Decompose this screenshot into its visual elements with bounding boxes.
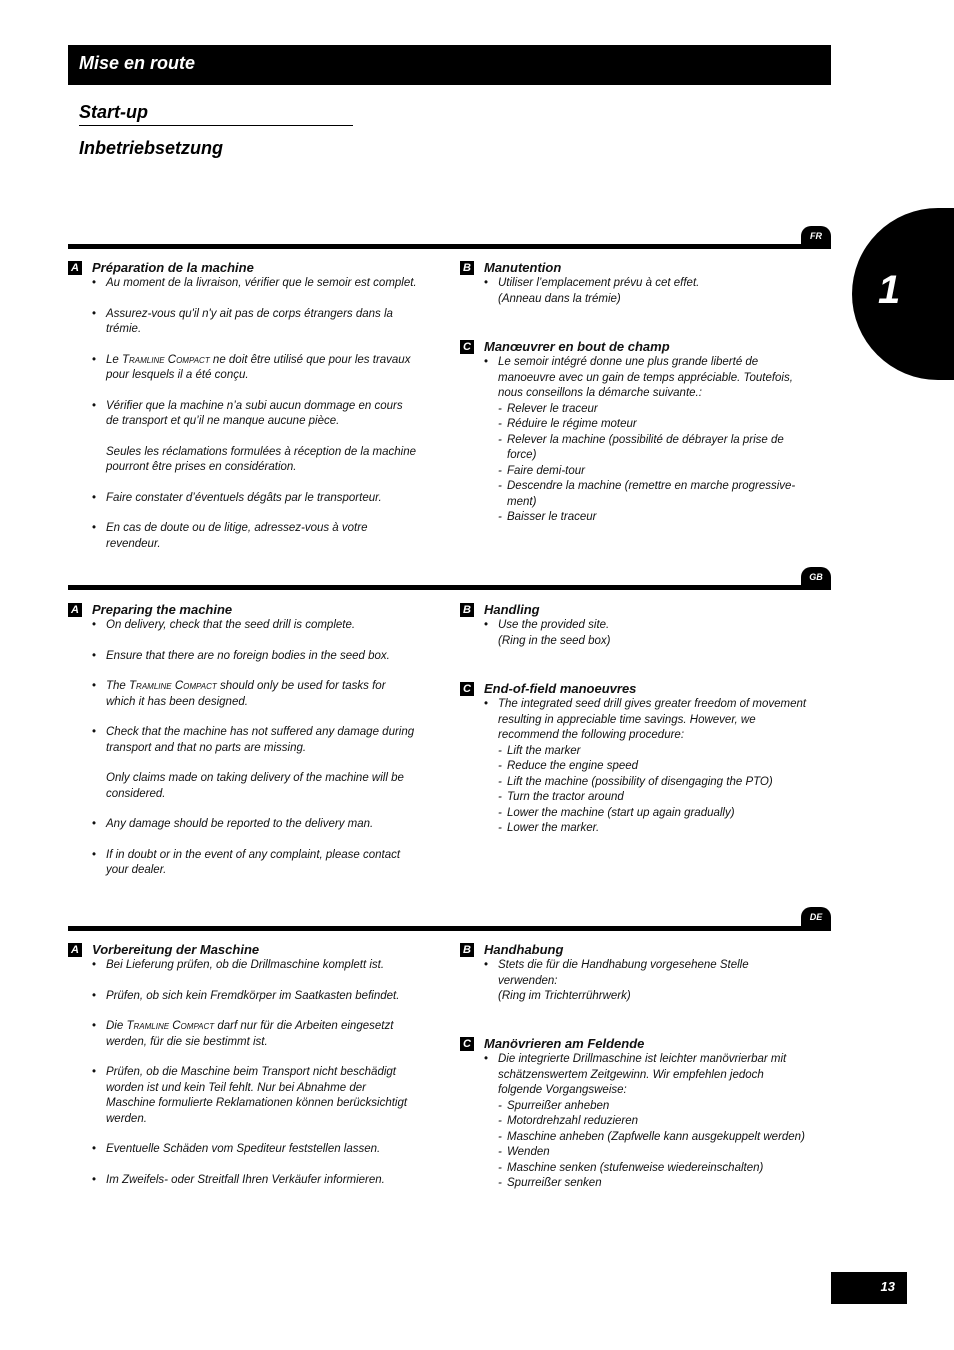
list-item: • Le semoir intégré donne une plus grande liberté de manoeuvre avec un gain de temps appréciable. Toutefois, nous conseillons la démarche suivante.: xyxy=(484,355,810,402)
step-item: - Faire demi-tour xyxy=(498,464,810,480)
list-item: • Use the provided site. xyxy=(484,618,810,634)
list-item: • Bei Lieferung prüfen, ob die Drillmaschine komplett ist. xyxy=(92,958,418,974)
section-title: Manœuvrer en bout de champ xyxy=(484,339,670,354)
lang-badge-fr: FR xyxy=(801,226,831,246)
chapter-tab xyxy=(852,208,954,380)
fr-section-b xyxy=(460,260,810,307)
text: ne doit être utilisé que pour les travaux pour lesquels il a été conçu. xyxy=(106,353,411,381)
step-list xyxy=(484,402,810,526)
text: The xyxy=(106,680,126,692)
gb-section-b xyxy=(460,602,810,649)
step-item: - Lower the machine (start up again gradually) xyxy=(498,806,810,822)
step-list xyxy=(484,744,810,837)
section-letter: C xyxy=(460,1037,474,1051)
step-item: - Maschine anheben (Zapfwelle kann ausgekuppelt werden) xyxy=(498,1130,810,1146)
list-item-note: (Ring im Trichterrührwerk) xyxy=(498,990,631,1002)
list-item: • The integrated seed drill gives greater freedom of movement resulting in appreciable time savings. However, we recommend the following procedure: xyxy=(484,697,810,744)
section-title: Manövrieren am Feldende xyxy=(484,1036,645,1051)
list-item: • Prüfen, ob die Maschine beim Transport nicht beschädigt worden ist und kein Teil fehlt. Nur bei Abnahme der Maschine formulierte Reklamationen können berücksichtigt werden. xyxy=(92,1065,418,1127)
section-title: Handhabung xyxy=(484,942,564,957)
list-item: • Ensure that there are no foreign bodies in the seed box. xyxy=(92,649,418,665)
section-letter: A xyxy=(68,261,82,275)
section-title: Manutention xyxy=(484,260,562,275)
section-header xyxy=(460,339,810,355)
subtitle-de: Inbetriebsetzung xyxy=(79,138,224,158)
subtitle-rule xyxy=(79,125,353,126)
step-item: - Lift the machine (possibility of disengaging the PTO) xyxy=(498,775,810,791)
list-item: • If in doubt or in the event of any complaint, please contact your dealer. xyxy=(92,848,418,879)
subtitle-en: Start-up xyxy=(79,102,148,122)
step-item: - Turn the tractor around xyxy=(498,790,810,806)
list-item: • Any damage should be reported to the delivery man. xyxy=(92,817,418,833)
text: Le xyxy=(106,353,119,366)
section-letter: C xyxy=(460,340,474,354)
gb-section-c xyxy=(460,681,810,837)
step-item: - Descendre la machine (remettre en marche progressive-ment) xyxy=(498,479,810,510)
section-title: Handling xyxy=(484,602,540,617)
fr-section-c xyxy=(460,339,810,526)
section-letter: A xyxy=(68,943,82,957)
list-item-continuation: Seules les réclamations formulées à réception de la machine pourront être prises en considération. xyxy=(106,445,417,473)
de-section-c xyxy=(460,1036,810,1192)
list-item-continuation: Only claims made on taking delivery of the machine will be considered. xyxy=(106,772,404,800)
text: Die xyxy=(106,1020,124,1032)
step-item: - Maschine senken (stufenweise wiedereinschalten) xyxy=(498,1161,810,1177)
text: should only be used for tasks for which it has been designed. xyxy=(106,680,386,708)
product-name: Tramline Compact xyxy=(122,353,210,366)
section-letter: B xyxy=(460,261,474,275)
section-rule-gb xyxy=(68,585,831,590)
section-header xyxy=(68,260,418,276)
product-name: Tramline Compact xyxy=(129,680,217,692)
page-number-box xyxy=(831,1272,907,1304)
lang-badge-gb: GB xyxy=(801,567,831,587)
list-item: • Assurez-vous qu'il n'y ait pas de corps étrangers dans la trémie. xyxy=(92,307,418,338)
fr-section-a xyxy=(68,260,418,567)
page-number: 13 xyxy=(880,1279,895,1294)
step-item: - Relever la machine (possibilité de débrayer la prise de force) xyxy=(498,433,810,464)
section-header xyxy=(68,942,418,958)
text: darf nur für die Arbeiten eingesetzt werden, für die sie bestimmt ist. xyxy=(106,1020,394,1048)
list-item: • Prüfen, ob sich kein Fremdkörper im Saatkasten befindet. xyxy=(92,989,418,1005)
section-letter: C xyxy=(460,682,474,696)
list-item: • Au moment de la livraison, vérifier que le semoir est complet. xyxy=(92,276,418,292)
list-item xyxy=(92,353,418,384)
list-item xyxy=(92,679,418,710)
list-item-note: (Anneau dans la trémie) xyxy=(498,292,621,305)
list-item: • Eventuelle Schäden vom Spediteur feststellen lassen. xyxy=(92,1142,418,1158)
step-item: - Motordrehzahl reduzieren xyxy=(498,1114,810,1130)
list-item: • Die integrierte Drillmaschine ist leichter manövrierbar mit schätzenswertem Zeitgewinn. Wir empfehlen jedoch folgende Vorgangsweise: xyxy=(484,1052,810,1099)
chapter-number: 1 xyxy=(878,268,901,312)
product-name: Tramline Compact xyxy=(126,1020,215,1032)
step-item: - Spurreißer anheben xyxy=(498,1099,810,1115)
page-title: Mise en route xyxy=(79,53,196,73)
step-item: - Baisser le traceur xyxy=(498,510,810,526)
step-list xyxy=(484,1099,810,1192)
section-header xyxy=(460,602,810,618)
section-header xyxy=(460,1036,810,1052)
list-item: • Im Zweifels- oder Streitfall Ihren Verkäufer informieren. xyxy=(92,1173,418,1189)
list-item: • Faire constater d’éventuels dégâts par le transporteur. xyxy=(92,491,418,507)
list-item: • Vérifier que la machine n’a subi aucun dommage en cours de transport et qu’il ne manque aucune pièce. xyxy=(92,399,418,430)
section-title: Vorbereitung der Maschine xyxy=(92,942,260,957)
section-header xyxy=(68,602,418,618)
section-header xyxy=(460,681,810,697)
title-bar xyxy=(68,45,831,85)
section-header xyxy=(460,942,810,958)
list-item-note: (Ring in the seed box) xyxy=(498,634,611,647)
list-item xyxy=(92,1019,418,1050)
gb-section-a xyxy=(68,602,418,894)
step-item: - Lower the marker. xyxy=(498,821,810,837)
section-letter: A xyxy=(68,603,82,617)
lang-badge-de: DE xyxy=(801,907,831,927)
step-item: - Wenden xyxy=(498,1145,810,1161)
section-rule-de xyxy=(68,926,831,931)
step-item: - Reduce the engine speed xyxy=(498,759,810,775)
section-title: Préparation de la machine xyxy=(92,260,254,275)
section-letter: B xyxy=(460,603,474,617)
list-item: • Stets die für die Handhabung vorgesehene Stelle verwenden: xyxy=(484,958,810,989)
step-item: - Lift the marker xyxy=(498,744,810,760)
section-title: End-of-field manoeuvres xyxy=(484,681,637,696)
section-rule-fr xyxy=(68,244,831,249)
de-section-b xyxy=(460,942,810,1005)
step-item: - Réduire le régime moteur xyxy=(498,417,810,433)
list-item: • Utiliser l’emplacement prévu à cet effet. xyxy=(484,276,810,292)
step-item: - Spurreißer senken xyxy=(498,1176,810,1192)
list-item: • En cas de doute ou de litige, adressez-vous à votre revendeur. xyxy=(92,521,418,552)
step-item: - Relever le traceur xyxy=(498,402,810,418)
list-item: • Check that the machine has not suffered any damage during transport and that no parts are missing. xyxy=(92,725,418,756)
section-letter: B xyxy=(460,943,474,957)
section-header xyxy=(460,260,810,276)
de-section-a xyxy=(68,942,418,1203)
list-item: • On delivery, check that the seed drill is complete. xyxy=(92,618,418,634)
section-title: Preparing the machine xyxy=(92,602,233,617)
